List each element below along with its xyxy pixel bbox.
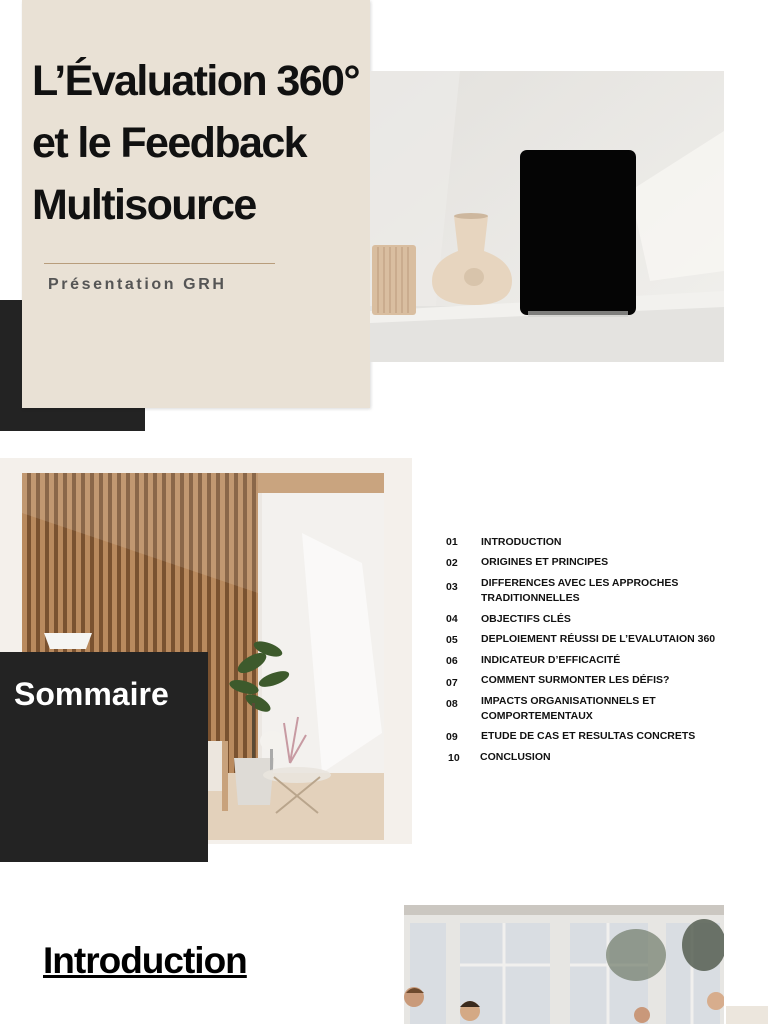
toc-number: 03 (446, 581, 458, 593)
toc-label: COMMENT SURMONTER LES DÉFIS? (481, 674, 670, 686)
toc-label: IMPACTS ORGANISATIONNELS ET COMPORTEMENTAUX (481, 695, 656, 722)
toc-label: CONCLUSION (480, 751, 551, 763)
toc-number: 07 (446, 677, 458, 689)
corner-accent-block (726, 1006, 768, 1024)
toc-number: 01 (446, 536, 458, 548)
toc-label: DEPLOIEMENT RÉUSSI DE L’EVALUTAION 360 (481, 633, 716, 645)
introduction-title: Introduction (43, 940, 247, 981)
toc-number: 10 (448, 752, 460, 764)
tablet-vases-photo (370, 71, 724, 362)
subtitle-divider (44, 263, 275, 264)
sommaire-title: Sommaire (14, 676, 169, 712)
toc-label: INDICATEUR D’EFFICACITÉ (481, 654, 621, 666)
toc-number: 04 (446, 613, 458, 625)
toc-label: OBJECTIFS CLÉS (481, 613, 571, 625)
toc-label: ORIGINES ET PRINCIPES (481, 556, 609, 568)
toc-label: ETUDE DE CAS ET RESULTAS CONCRETS (481, 730, 696, 742)
presentation-subtitle: Présentation GRH (48, 276, 227, 293)
meeting-room-photo (404, 905, 724, 1024)
toc-number: 06 (446, 655, 458, 667)
toc-number: 08 (446, 698, 458, 710)
toc-number: 05 (446, 634, 458, 646)
toc-label: DIFFERENCES AVEC LES APPROCHES TRADITIONNELLES (481, 577, 679, 604)
toc-number: 02 (446, 557, 458, 569)
toc-label: INTRODUCTION (481, 536, 562, 548)
presentation-title: L’Évaluation 360° et le Feedback Multisource (32, 57, 359, 229)
toc-number: 09 (446, 731, 458, 743)
